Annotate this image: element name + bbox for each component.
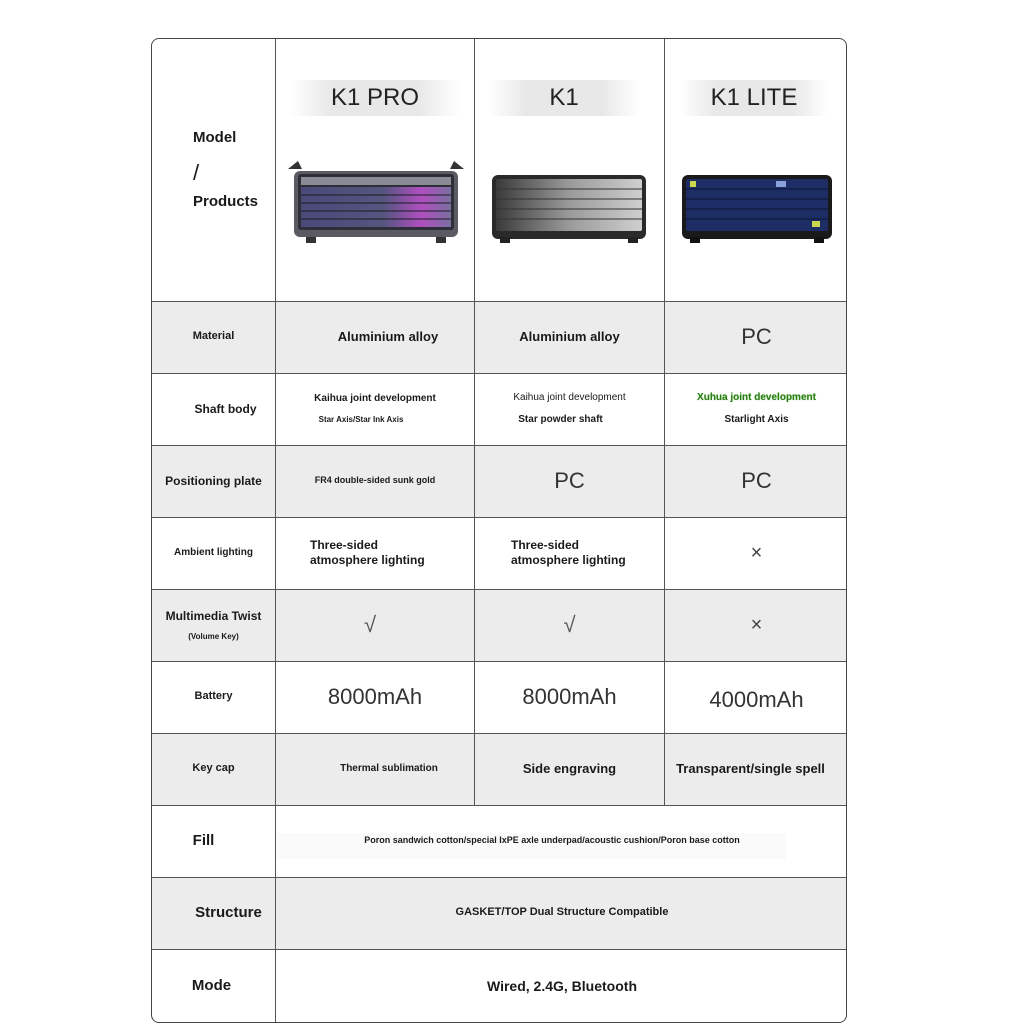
ambient-lighting-label: Ambient lighting [174, 546, 253, 558]
ambient-k1-pro-line1: Three-sided [310, 538, 379, 552]
multimedia-k1-pro-check-icon: √ [363, 612, 377, 638]
ambient-k1-line1: Three-sided [511, 538, 580, 552]
fill-value: Poron sandwich cotton/special IxPE axle underpad/acoustic cushion/Poron base cotton [364, 835, 740, 846]
model-products-label [152, 39, 275, 301]
ambient-k1-lite-cross-icon: × [750, 541, 763, 564]
product-title-k1: K1 [489, 80, 639, 116]
shaft-body-label: Shaft body [194, 401, 257, 416]
shaft-k1-line1: Kaihua joint development [513, 391, 626, 403]
plate-k1-pro: FR4 double-sided sunk gold [314, 475, 436, 486]
battery-k1: 8000mAh [522, 684, 617, 710]
keycap-k1: Side engraving [522, 760, 617, 776]
plate-k1-lite: PC [741, 468, 772, 494]
products-label: Products [193, 192, 259, 210]
shaft-k1-pro-line1: Kaihua joint development [314, 392, 436, 404]
structure-label: Structure [195, 903, 262, 921]
battery-k1-pro: 8000mAh [327, 684, 423, 710]
k1-lite-keyboard-image [680, 171, 834, 245]
multimedia-label [152, 589, 275, 661]
material-k1: Aluminium alloy [519, 328, 620, 344]
product-title-k1-pro: K1 PRO [290, 80, 460, 116]
ambient-k1 [475, 517, 664, 589]
ambient-k1-line2: atmosphere lighting [511, 553, 626, 567]
positioning-plate-label: Positioning plate [165, 473, 262, 488]
shaft-k1-lite-line1: Xuhua joint development [697, 391, 816, 403]
keycap-k1-pro: Thermal sublimation [340, 762, 438, 774]
k1-pro-keyboard-image [284, 159, 468, 245]
material-k1-pro: Aluminium alloy [337, 328, 439, 344]
battery-k1-lite: 4000mAh [709, 687, 804, 713]
structure-value: GASKET/TOP Dual Structure Compatible [455, 906, 669, 919]
shaft-k1-lite-line2: Starlight Axis [724, 414, 789, 425]
shaft-k1-pro-line2: Star Axis/Star Ink Axis [318, 415, 404, 425]
multimedia-sublabel: (Volume Key) [188, 631, 239, 641]
multimedia-k1-lite-cross-icon: × [750, 613, 763, 636]
material-k1-lite: PC [741, 324, 772, 350]
comparison-table [151, 38, 847, 1023]
fill-label: Fill [192, 831, 215, 849]
keycap-k1-lite: Transparent/single spell [676, 760, 825, 776]
model-label: Model [193, 128, 237, 146]
keycap-label: Key cap [192, 762, 235, 775]
mode-label: Mode [191, 977, 232, 995]
k1-keyboard-image [490, 171, 648, 245]
shaft-k1 [475, 373, 664, 445]
slash-divider: / [193, 160, 200, 186]
shaft-k1-line2: Star powder shaft [518, 414, 603, 425]
shaft-k1-lite [665, 373, 847, 445]
battery-label: Battery [194, 690, 233, 703]
shaft-k1-pro [276, 373, 474, 445]
material-label: Material [192, 330, 235, 343]
mode-value: Wired, 2.4G, Bluetooth [487, 977, 637, 994]
ambient-k1-pro [276, 517, 474, 589]
multimedia-label-text: Multimedia Twist [165, 608, 262, 623]
plate-k1: PC [554, 468, 585, 494]
ambient-k1-pro-line2: atmosphere lighting [310, 553, 425, 567]
product-title-k1-lite: K1 LITE [679, 80, 829, 116]
multimedia-k1-check-icon: √ [563, 612, 576, 638]
